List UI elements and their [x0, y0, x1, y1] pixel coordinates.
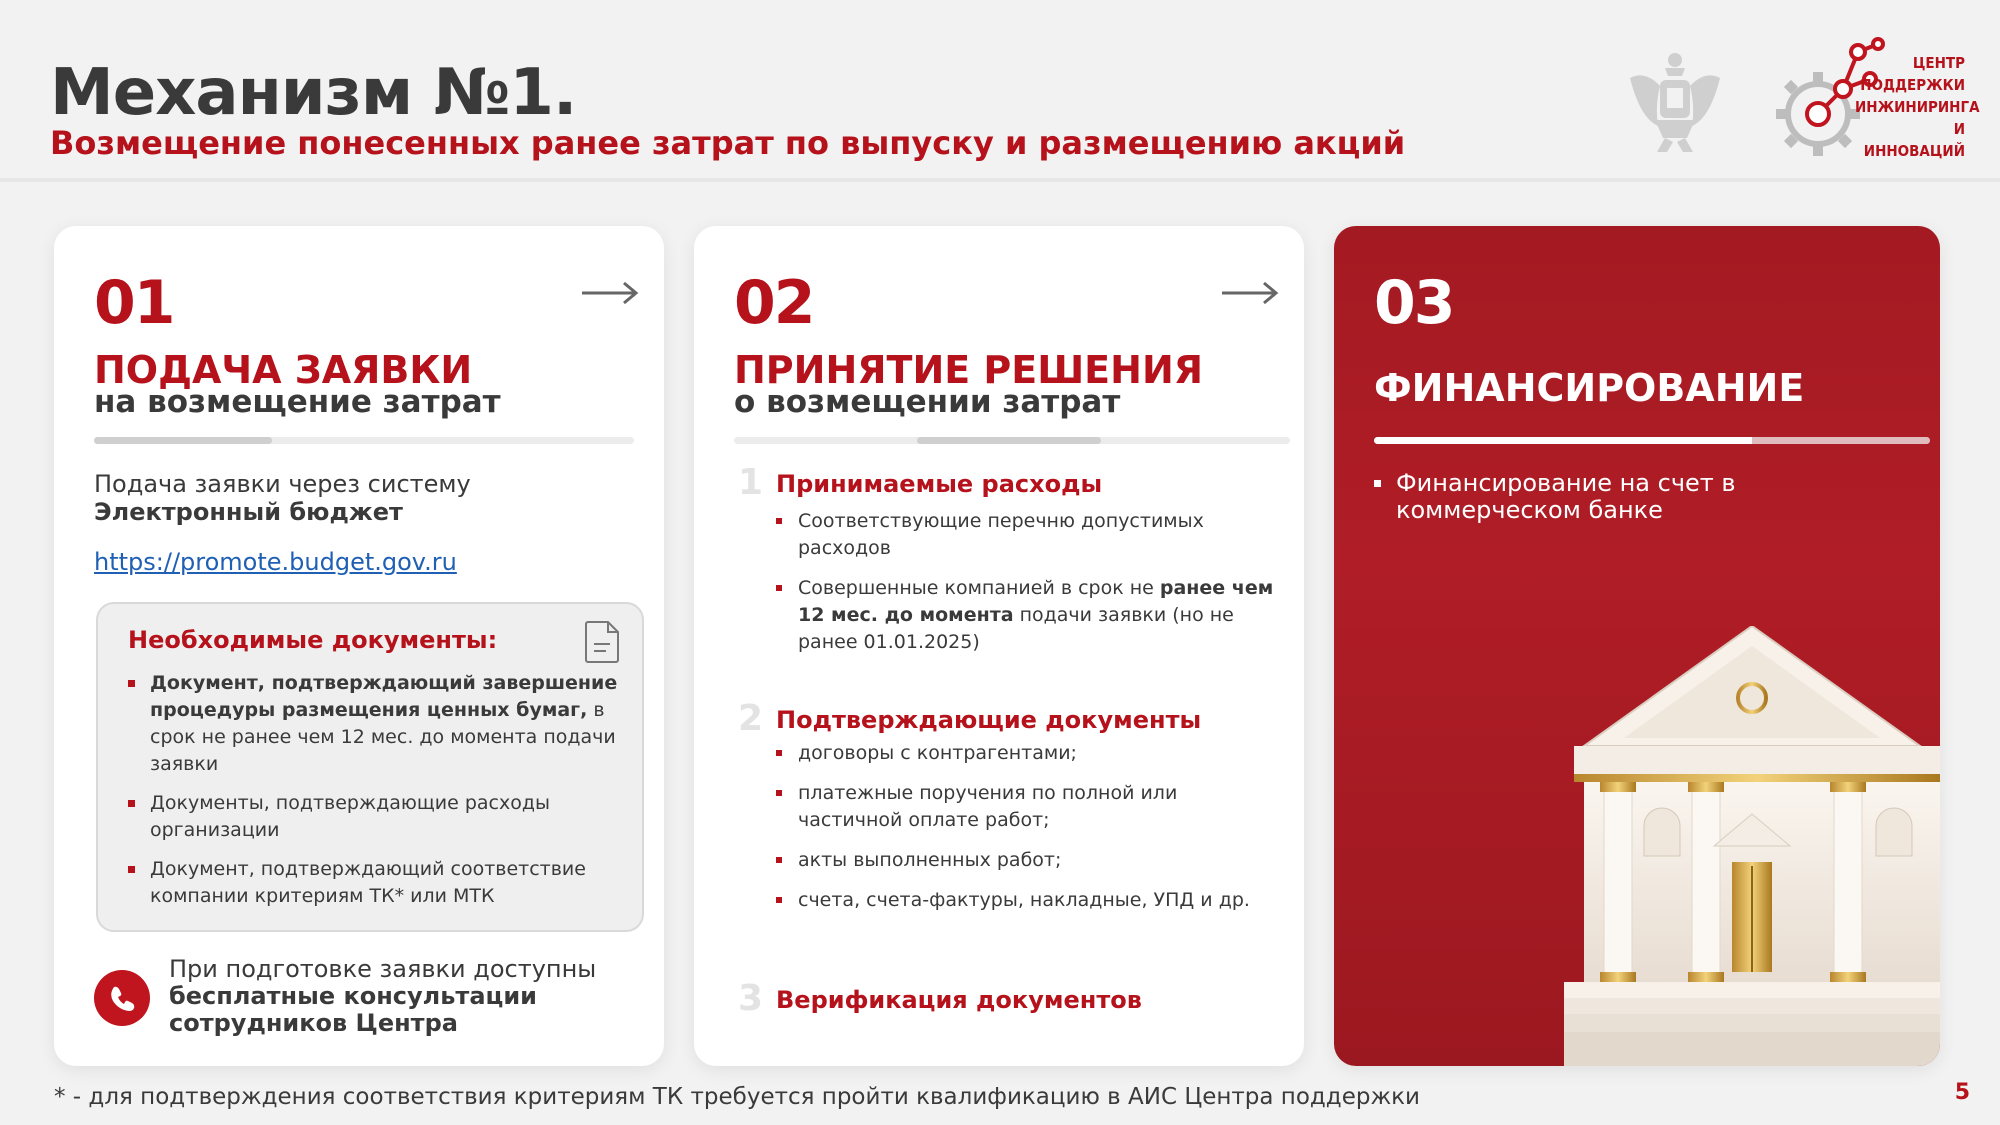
list-item	[128, 670, 628, 778]
required-documents-box	[96, 602, 644, 932]
slide-title: Механизм №1.	[50, 56, 577, 130]
footnote: * - для подтверждения соответствия критериям ТК требуется пройти квалификацию в АИС Центра поддержки	[54, 1084, 1421, 1110]
arrow-right-icon	[1220, 278, 1280, 308]
consultation-bold-line: бесплатные консультации	[169, 982, 537, 1010]
step-progress-bar	[94, 437, 634, 444]
submission-info-line: Подача заявки через систему	[94, 470, 471, 498]
slide-header	[0, 0, 2000, 182]
step-number: 03	[1374, 268, 1454, 338]
step-progress-bar	[734, 437, 1290, 444]
step-subtitle: на возмещение затрат	[94, 384, 501, 420]
list-item-text: Документ, подтверждающий соответствие компании критериям ТК* или МТК	[150, 858, 586, 907]
step-card-1	[54, 226, 664, 1066]
step-progress-fill	[1374, 437, 1930, 444]
step-progress-fill	[917, 437, 1100, 444]
supporting-documents-list	[776, 740, 1276, 927]
phone-button[interactable]	[94, 970, 150, 1026]
list-item-text: Документы, подтверждающие расходы организации	[150, 792, 551, 841]
step-subtitle: о возмещении затрат	[734, 384, 1121, 420]
logo-line-3: ИНЖИНИРИНГА	[1855, 98, 1980, 116]
list-item: счета, счета-фактуры, накладные, УПД и др.	[776, 887, 1276, 914]
accepted-expenses-list	[776, 508, 1276, 669]
group-title: Подтверждающие документы	[776, 706, 1202, 734]
step-card-2	[694, 226, 1304, 1066]
list-item-text: Соответствующие перечню допустимых расходов	[798, 510, 1204, 559]
list-item-bold: Документ, подтверждающий завершение процедуры размещения ценных бумаг,	[150, 672, 618, 721]
logo-line-2: ПОДДЕРЖКИ	[1860, 76, 1965, 94]
consultation-bold-line: сотрудников Центра	[169, 1009, 458, 1037]
document-icon	[582, 620, 622, 664]
list-item-bold: ранее чем 12 мес. до момента	[798, 577, 1274, 626]
step-title: ПРИНЯТИЕ РЕШЕНИЯ	[734, 348, 1204, 392]
phone-icon	[108, 984, 136, 1012]
list-item	[128, 856, 628, 910]
submission-system-name: Электронный бюджет	[94, 498, 403, 526]
list-item: договоры с контрагентами;	[776, 740, 1276, 767]
arrow-right-icon	[580, 278, 640, 308]
step-card-3	[1334, 226, 1940, 1066]
list-item-text: в срок не ранее чем 12 мес. до момента подачи заявки	[150, 699, 616, 775]
budget-portal-link[interactable]: https://promote.budget.gov.ru	[94, 548, 457, 576]
step-number: 01	[94, 268, 174, 338]
financing-text: Финансирование на счет в коммерческом банке	[1374, 470, 1794, 524]
step-progress-fill	[94, 437, 272, 444]
list-item: платежные поручения по полной или частичной оплате работ;	[776, 780, 1276, 834]
list-item	[128, 790, 628, 844]
logo-line-4: И ИННОВАЦИЙ	[1863, 120, 1965, 160]
list-item	[776, 575, 1276, 656]
list-item-text: Совершенные компанией в срок не	[798, 577, 1160, 599]
support-center-logo-text	[1855, 52, 1980, 162]
group-number: 3	[738, 978, 764, 1019]
step-number: 02	[734, 268, 814, 338]
bank-building-image	[1564, 626, 1940, 1066]
group-title: Верификация документов	[776, 986, 1142, 1014]
list-item	[776, 508, 1276, 562]
step-progress-bar	[1374, 437, 1930, 444]
step-title: ПОДАЧА ЗАЯВКИ	[94, 348, 473, 392]
group-number: 1	[738, 462, 764, 503]
list-item: акты выполненных работ;	[776, 847, 1276, 874]
step-title: ФИНАНСИРОВАНИЕ	[1374, 366, 1805, 410]
group-number: 2	[738, 698, 764, 739]
submission-info	[94, 470, 471, 526]
slide-subtitle: Возмещение понесенных ранее затрат по выпуску и размещению акций	[50, 124, 1406, 162]
list-item-text: подачи заявки (но не ранее 01.01.2025)	[798, 604, 1234, 653]
required-documents-title: Необходимые документы:	[128, 626, 498, 654]
consultation-line: При подготовке заявки доступны	[169, 955, 597, 983]
consultation-info	[169, 956, 596, 1037]
required-documents-list	[128, 670, 628, 922]
page-number: 5	[1954, 1080, 1970, 1105]
state-emblem-icon	[1620, 48, 1730, 158]
logo-line-1: ЦЕНТР	[1912, 54, 1965, 72]
group-title: Принимаемые расходы	[776, 470, 1103, 498]
